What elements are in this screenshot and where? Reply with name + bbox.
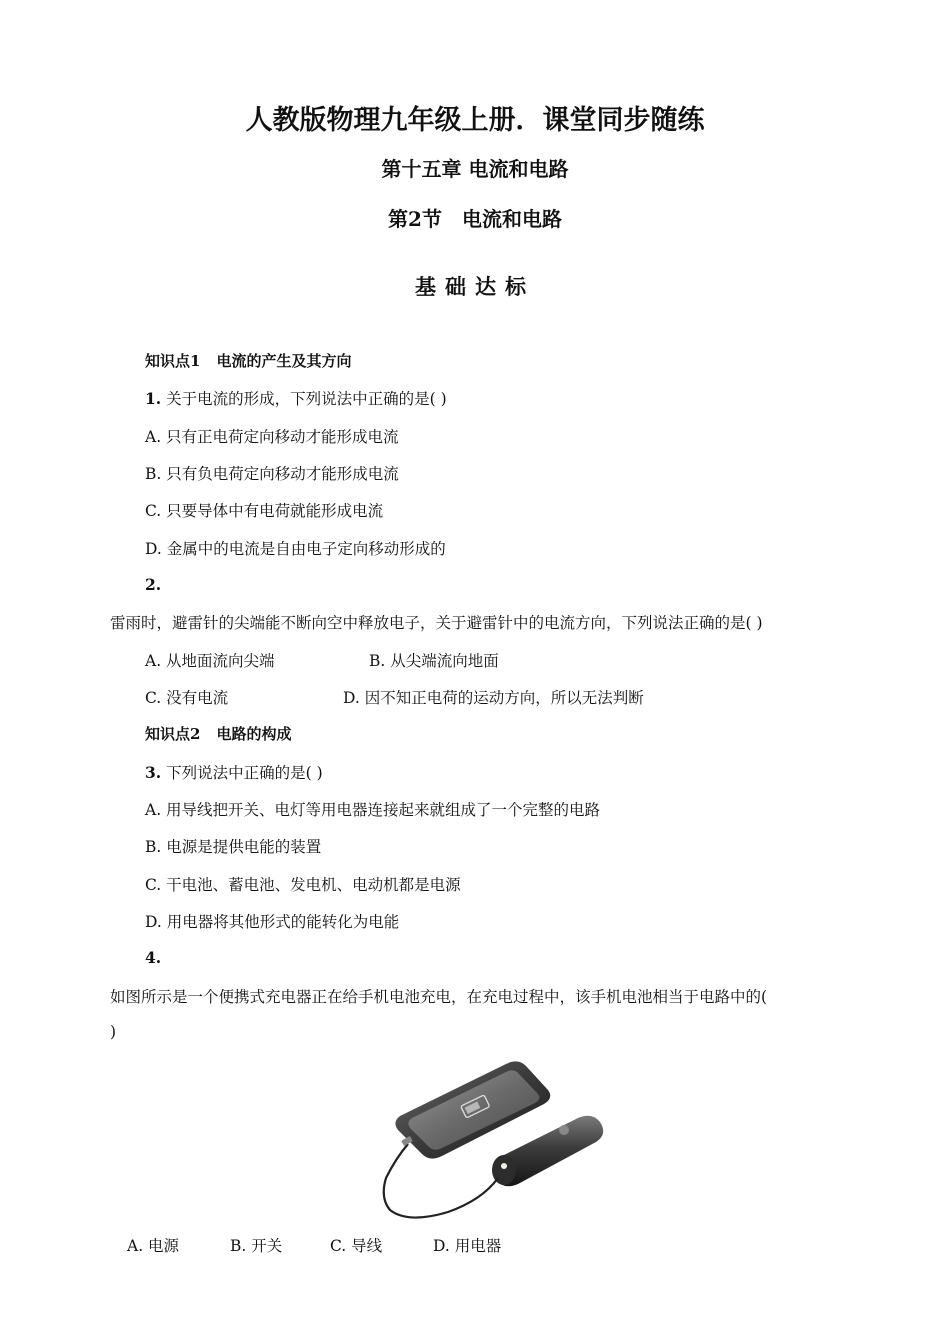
q3-option-d: D. 用电器将其他形式的能转化为电能 <box>145 913 400 931</box>
question-text: 下列说法中正确的是( ) <box>166 764 323 782</box>
question-4-stem: 如图所示是一个便携式充电器正在给手机电池充电，在充电过程中，该手机电池相当于电路中的( <box>110 988 768 1006</box>
power-bank <box>492 1116 603 1187</box>
question-2-stem: 雷雨时，避雷针的尖端能不断向空中释放电子，关于避雷针中的电流方向，下列说法正确的是( ) <box>110 614 763 632</box>
q3-option-a: A. 用导线把开关、电灯等用电器连接起来就组成了一个完整的电路 <box>145 801 601 819</box>
q4-option-a: A. 电源 <box>127 1237 180 1255</box>
page-title: 人教版物理九年级上册．课堂同步随练 <box>245 105 705 136</box>
q4-option-b: B. 开关 <box>230 1237 283 1255</box>
question-3-stem <box>145 761 323 783</box>
question-4-number: 4. <box>145 948 162 967</box>
phone-charging-photo <box>378 1058 630 1223</box>
knowledge-point-2 <box>145 723 291 744</box>
question-text: 关于电流的形成，下列说法中正确的是( ) <box>166 390 447 408</box>
section-number: 第2节 <box>388 207 442 231</box>
q4-option-c: C. 导线 <box>330 1237 383 1255</box>
q1-option-a: A. 只有正电荷定向移动才能形成电流 <box>145 428 399 446</box>
question-4-stem-continued: ) <box>110 1023 117 1041</box>
q2-option-a: A. 从地面流向尖端 <box>145 652 275 670</box>
q2-option-b: B. 从尖端流向地面 <box>369 652 499 670</box>
knowledge-point-1 <box>145 350 351 371</box>
q1-option-b: B. 只有负电荷定向移动才能形成电流 <box>145 465 399 483</box>
q3-option-c: C. 干电池、蓄电池、发电机、电动机都是电源 <box>145 876 461 894</box>
question-number: 3. <box>145 763 162 782</box>
kp-title: 电流的产生及其方向 <box>216 352 352 370</box>
q2-option-d: D. 因不知正电荷的运动方向，所以无法判断 <box>343 689 644 707</box>
section-title <box>0 203 950 232</box>
kp-label: 知识点2 <box>145 725 201 743</box>
kp-title: 电路的构成 <box>216 725 292 743</box>
q3-option-b: B. 电源是提供电能的装置 <box>145 838 322 856</box>
question-1-stem <box>145 387 447 409</box>
section-name: 电流和电路 <box>461 207 562 231</box>
question-number: 1. <box>145 389 162 408</box>
q2-option-c: C. 没有电流 <box>145 689 229 707</box>
chapter-title: 第十五章 电流和电路 <box>381 157 569 181</box>
q1-option-d: D. 金属中的电流是自由电子定向移动形成的 <box>145 540 446 558</box>
kp-label: 知识点1 <box>145 352 201 370</box>
question-2-number: 2. <box>145 575 162 594</box>
part-heading: 基础达标 <box>415 274 535 299</box>
q1-option-c: C. 只要导体中有电荷就能形成电流 <box>145 502 384 520</box>
q4-option-d: D. 用电器 <box>433 1237 502 1255</box>
